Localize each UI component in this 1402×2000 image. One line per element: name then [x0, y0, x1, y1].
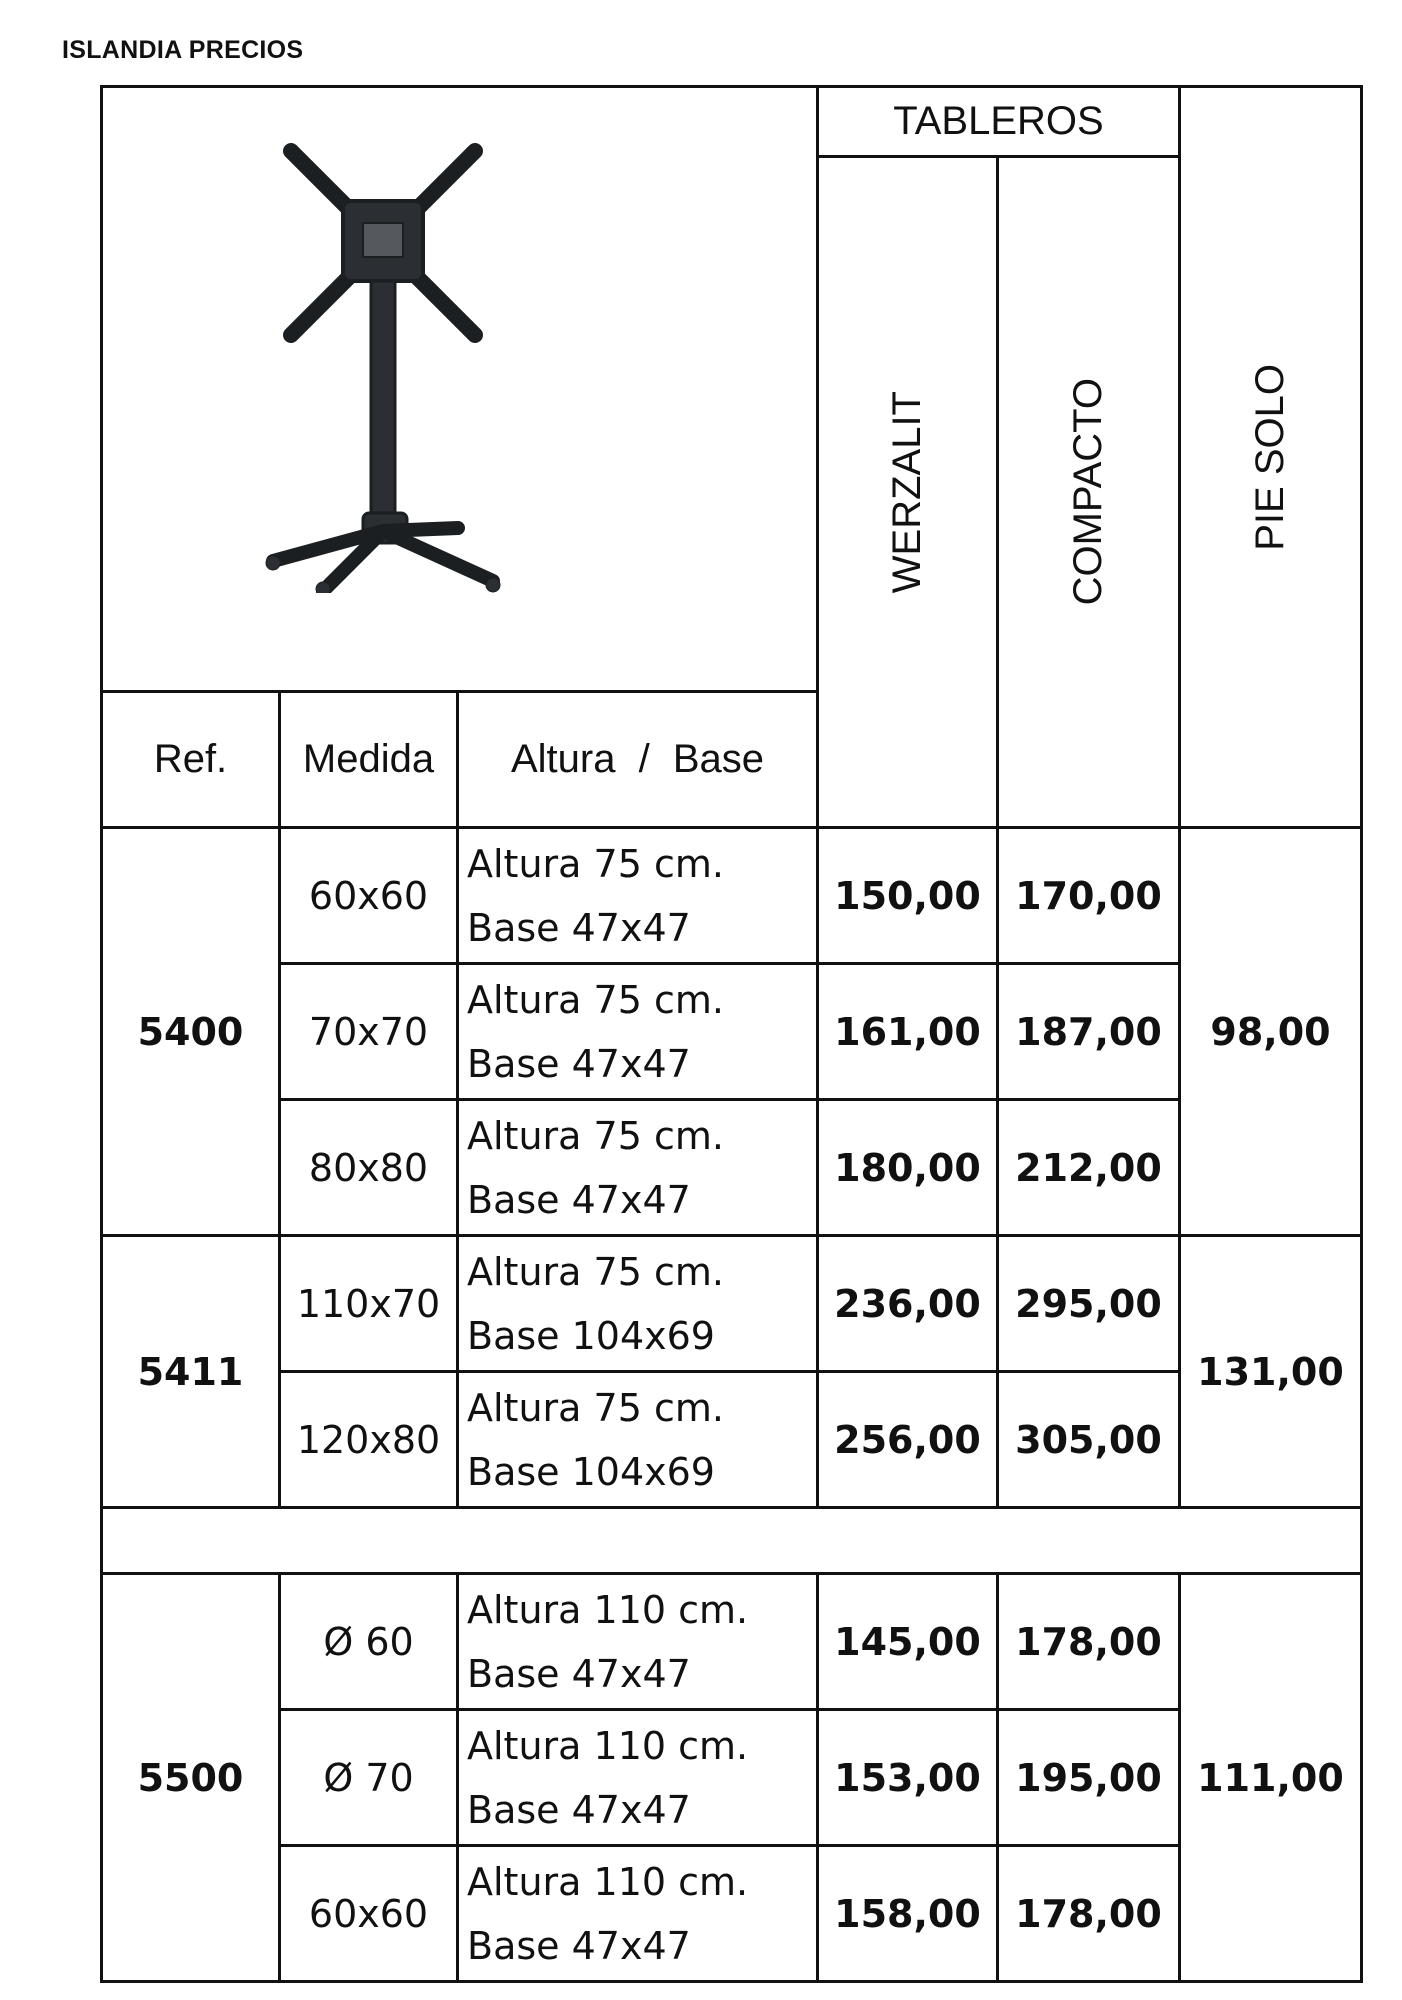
werzalit-price: 153,00 [818, 1710, 998, 1846]
altura-text: Altura 75 cm. [467, 841, 724, 886]
table-row [102, 1236, 1362, 1372]
altura-base-cell [458, 1236, 818, 1372]
compacto-price: 305,00 [998, 1372, 1180, 1508]
werzalit-price: 150,00 [818, 828, 998, 964]
table-row [102, 1846, 1362, 1982]
table-row [102, 1710, 1362, 1846]
base-text: Base 104x69 [467, 1313, 715, 1358]
medida-cell: Ø 70 [280, 1710, 458, 1846]
altura-text: Altura 75 cm. [467, 1113, 724, 1158]
altura-base-header: Altura / Base [458, 692, 818, 828]
ref-cell: 5400 [102, 828, 280, 1236]
altura-base-cell [458, 1574, 818, 1710]
altura-text: Altura 75 cm. [467, 1385, 724, 1430]
ref-cell: 5500 [102, 1574, 280, 1982]
pie-solo-label: PIE SOLO [1248, 363, 1292, 551]
table-row [102, 1372, 1362, 1508]
medida-cell: Ø 60 [280, 1574, 458, 1710]
compacto-price: 178,00 [998, 1846, 1180, 1982]
compacto-price: 295,00 [998, 1236, 1180, 1372]
altura-text: Altura 75 cm. [467, 1249, 724, 1294]
altura-base-cell [458, 1372, 818, 1508]
altura-text: Altura 75 cm. [467, 977, 724, 1022]
pie-solo-header [1180, 87, 1362, 828]
table-row [102, 1100, 1362, 1236]
altura-base-cell [458, 828, 818, 964]
altura-text: Altura 110 cm. [467, 1859, 749, 1904]
pie-solo-price: 98,00 [1180, 828, 1362, 1236]
table-base-icon [253, 133, 513, 593]
altura-base-cell [458, 1710, 818, 1846]
product-image-cell [102, 87, 818, 692]
page-title: ISLANDIA PRECIOS [62, 36, 304, 64]
table-row [102, 828, 1362, 964]
compacto-price: 187,00 [998, 964, 1180, 1100]
pie-solo-price: 111,00 [1180, 1574, 1362, 1982]
compacto-price: 212,00 [998, 1100, 1180, 1236]
compacto-header [998, 157, 1180, 828]
base-text: Base 47x47 [467, 1177, 691, 1222]
medida-cell: 80x80 [280, 1100, 458, 1236]
medida-cell: 60x60 [280, 828, 458, 964]
base-text: Base 47x47 [467, 1651, 691, 1696]
ref-header: Ref. [102, 692, 280, 828]
spacer-row [102, 1508, 1362, 1574]
table-row [102, 1574, 1362, 1710]
werzalit-price: 180,00 [818, 1100, 998, 1236]
base-text: Base 47x47 [467, 1787, 691, 1832]
werzalit-price: 158,00 [818, 1846, 998, 1982]
altura-base-cell [458, 964, 818, 1100]
werzalit-price: 256,00 [818, 1372, 998, 1508]
compacto-price: 170,00 [998, 828, 1180, 964]
medida-header: Medida [280, 692, 458, 828]
werzalit-price: 161,00 [818, 964, 998, 1100]
medida-cell: 60x60 [280, 1846, 458, 1982]
medida-cell: 70x70 [280, 964, 458, 1100]
compacto-price: 195,00 [998, 1710, 1180, 1846]
compacto-price: 178,00 [998, 1574, 1180, 1710]
tableros-header: TABLEROS [818, 87, 1180, 157]
base-text: Base 104x69 [467, 1449, 715, 1494]
altura-base-cell [458, 1846, 818, 1982]
altura-text: Altura 110 cm. [467, 1587, 749, 1632]
altura-text: Altura 110 cm. [467, 1723, 749, 1768]
werzalit-header [818, 157, 998, 828]
base-text: Base 47x47 [467, 1041, 691, 1086]
werzalit-price: 145,00 [818, 1574, 998, 1710]
compacto-label: COMPACTO [1066, 378, 1110, 606]
price-table [100, 85, 1363, 1983]
base-text: Base 47x47 [467, 1923, 691, 1968]
altura-base-cell [458, 1100, 818, 1236]
table-row [102, 964, 1362, 1100]
ref-cell: 5411 [102, 1236, 280, 1508]
medida-cell: 120x80 [280, 1372, 458, 1508]
medida-cell: 110x70 [280, 1236, 458, 1372]
base-text: Base 47x47 [467, 905, 691, 950]
spacer-cell [102, 1508, 1362, 1574]
werzalit-price: 236,00 [818, 1236, 998, 1372]
werzalit-label: WERZALIT [885, 390, 929, 594]
pie-solo-price: 131,00 [1180, 1236, 1362, 1508]
